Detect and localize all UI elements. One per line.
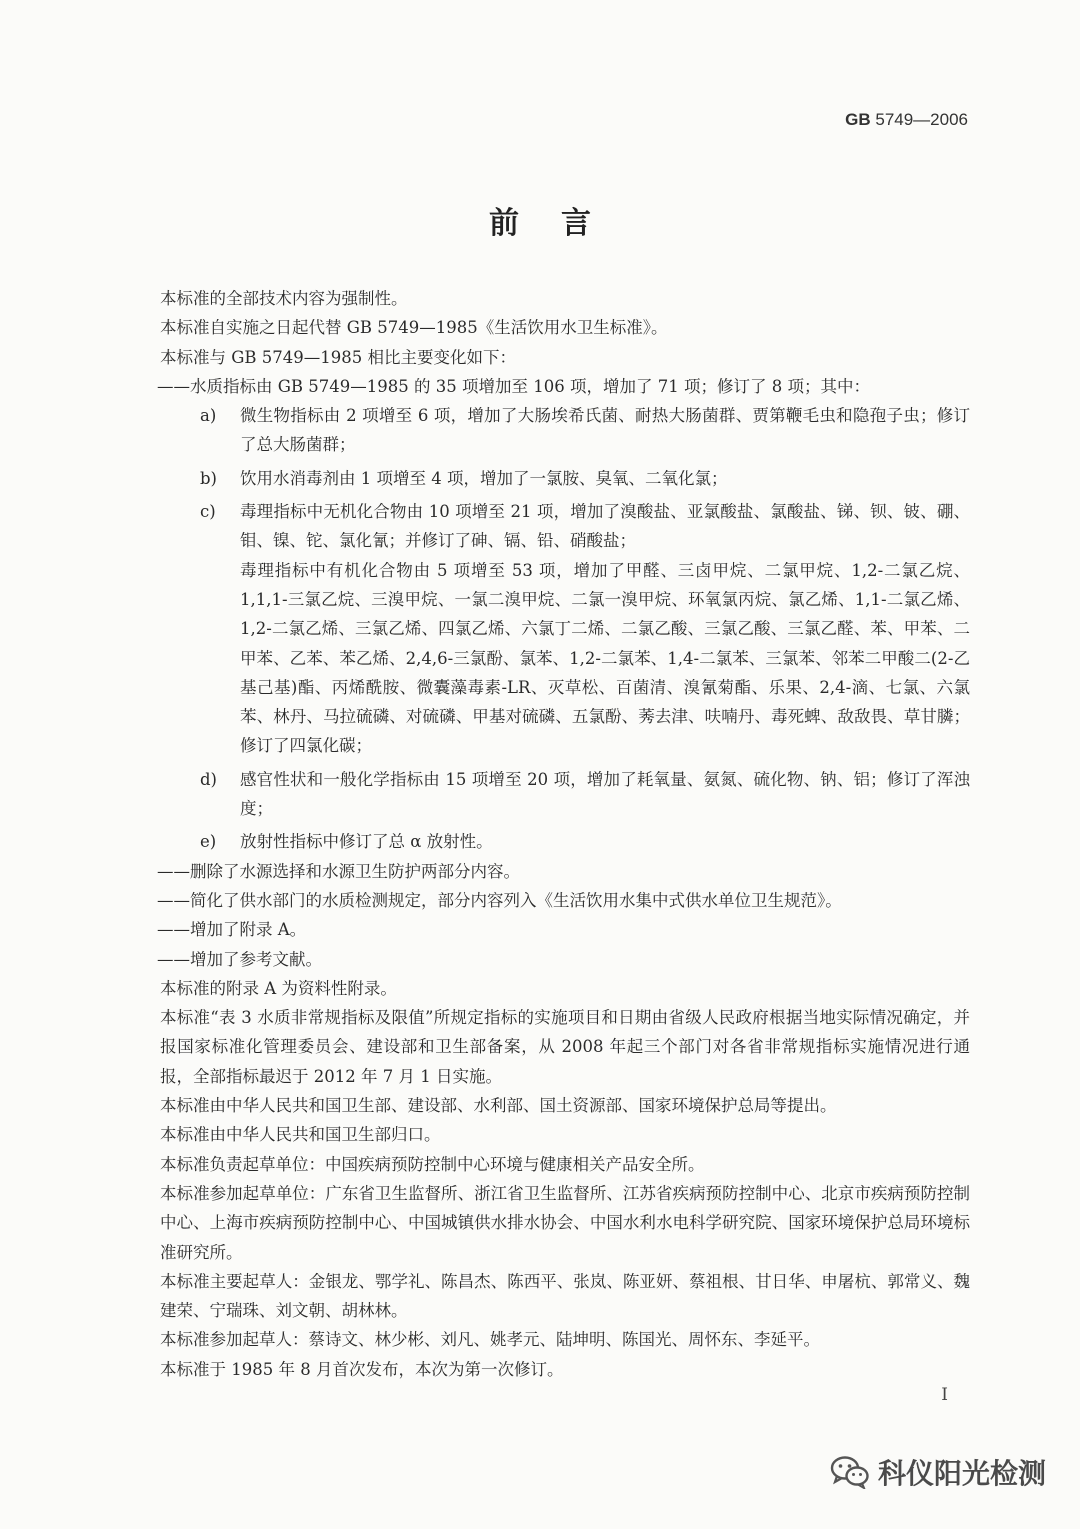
standard-code-prefix: GB bbox=[845, 110, 871, 129]
list-item-text: 毒理指标中无机化合物由 10 项增至 21 项，增加了溴酸盐、亚氯酸盐、氯酸盐、锑、钡、铍、硼、钼、镍、铊、氯化氰；并修订了砷、镉、铅、硝酸盐； bbox=[240, 502, 970, 551]
list-item-text: 放射性指标中修订了总 α 放射性。 bbox=[240, 832, 493, 852]
paragraph: 本标准主要起草人：金银龙、鄂学礼、陈昌杰、陈西平、张岚、陈亚妍、蔡祖根、甘日华、申屠杭、郭常义、魏建荣、宁瑞珠、刘文朝、胡林林。 bbox=[160, 1271, 970, 1321]
list-item-label: c) bbox=[200, 502, 216, 522]
page-title: 前言 bbox=[489, 206, 633, 241]
list-item-text: 感官性状和一般化学指标由 15 项增至 20 项，增加了耗氧量、氨氮、硫化物、钠、铝；修订了浑浊度； bbox=[240, 769, 970, 819]
standard-code-number: 5749—2006 bbox=[875, 110, 968, 129]
watermark-text: 科仪阳光检测 bbox=[877, 1457, 1046, 1490]
list-item bbox=[160, 401, 970, 460]
list-item-text-group bbox=[240, 497, 970, 761]
list-item-text: 毒理指标中有机化合物由 5 项增至 53 项，增加了甲醛、三卤甲烷、二氯甲烷、1,2-二氯乙烷、1,1,1-三氯乙烷、三溴甲烷、一氯二溴甲烷、二氯一溴甲烷、环氧氯丙烷、氯乙烯、1,1-二氯乙烯、1,2-二氯乙烯、三氯乙烯、四氯乙烯、六氯丁二烯、二氯乙酸、三氯乙酸、三氯乙醛、苯、甲苯、二甲苯、乙苯、苯乙烯、2,4,6-三氯酚、氯苯、1,2-二氯苯、1,4-二氯苯、三氯苯、邻苯二甲酸二(2-乙基己基)酯、丙烯酰胺、微囊藻毒素-LR、灭草松、百菌清、溴氰菊酯、乐果、2,4-滴、七氯、六氯苯、林丹、马拉硫磷、对硫磷、甲基对硫磷、五氯酚、莠去津、呋喃丹、毒死蜱、敌敌畏、草甘膦；修订了四氯化碳； bbox=[240, 560, 970, 756]
list-item-label: a) bbox=[200, 406, 217, 426]
list-item bbox=[160, 827, 970, 856]
change-item: ——增加了参考文献。 bbox=[157, 949, 322, 969]
change-item-main: ——水质指标由 GB 5749—1985 的 35 项增加至 106 项，增加了 71 项；修订了 8 项；其中： bbox=[157, 376, 870, 396]
paragraph: 本标准参加起草人：蔡诗文、林少彬、刘凡、姚孝元、陆坤明、陈国光、周怀东、李延平。 bbox=[160, 1330, 820, 1350]
list-item-label: b) bbox=[200, 468, 217, 488]
watermark bbox=[830, 1452, 1046, 1492]
change-item: ——增加了附录 A。 bbox=[157, 920, 307, 940]
paragraph: 本标准由中华人民共和国卫生部、建设部、水利部、国土资源部、国家环境保护总局等提出。 bbox=[160, 1096, 837, 1116]
paragraph: 本标准的附录 A 为资料性附录。 bbox=[160, 978, 397, 998]
list-item-text: 微生物指标由 2 项增至 6 项，增加了大肠埃希氏菌、耐热大肠菌群、贾第鞭毛虫和隐孢子虫；修订了总大肠菌群； bbox=[240, 406, 970, 455]
foreword-body bbox=[157, 284, 970, 1384]
paragraph: 本标准的全部技术内容为强制性。 bbox=[160, 289, 408, 308]
paragraph: 本标准“表 3 水质非常规指标及限值”所规定指标的实施项目和日期由省级人民政府根据当地实际情况确定，并报国家标准化管理委员会、建设部和卫生部备案，从 2008 年起三个部门对各省非常规指标实施情况进行通报，全部指标最迟于 2012 年 7 月 1 日实施。 bbox=[160, 1008, 970, 1086]
paragraph: 本标准由中华人民共和国卫生部归口。 bbox=[160, 1125, 441, 1145]
list-item-text: 饮用水消毒剂由 1 项增至 4 项，增加了一氯胺、臭氧、二氧化氯； bbox=[240, 468, 728, 488]
list-item-label: d) bbox=[200, 769, 217, 789]
standard-code bbox=[845, 110, 968, 130]
paragraph: 本标准于 1985 年 8 月首次发布，本次为第一次修订。 bbox=[160, 1359, 564, 1379]
paragraph: 本标准负责起草单位：中国疾病预防控制中心环境与健康相关产品安全所。 bbox=[160, 1154, 705, 1174]
list-item bbox=[160, 464, 970, 493]
paragraph: 本标准与 GB 5749—1985 相比主要变化如下： bbox=[160, 347, 517, 367]
page-number: I bbox=[941, 1385, 948, 1405]
list-item bbox=[160, 497, 970, 761]
paragraph: 本标准参加起草单位：广东省卫生监督所、浙江省卫生监督所、江苏省疾病预防控制中心、北京市疾病预防控制中心、上海市疾病预防控制中心、中国城镇供水排水协会、中国水利水电科学研究院、国家环境保护总局环境标准研究所。 bbox=[160, 1183, 970, 1262]
wechat-icon bbox=[830, 1455, 870, 1489]
list-item-label: e) bbox=[200, 832, 217, 852]
paragraph: 本标准自实施之日起代替 GB 5749—1985《生活饮用水卫生标准》。 bbox=[160, 318, 668, 338]
change-item: ——简化了供水部门的水质检测规定，部分内容列入《生活饮用水集中式供水单位卫生规范》。 bbox=[157, 890, 842, 910]
change-item: ——删除了水源选择和水源卫生防护两部分内容。 bbox=[157, 861, 520, 881]
list-item bbox=[160, 765, 970, 824]
